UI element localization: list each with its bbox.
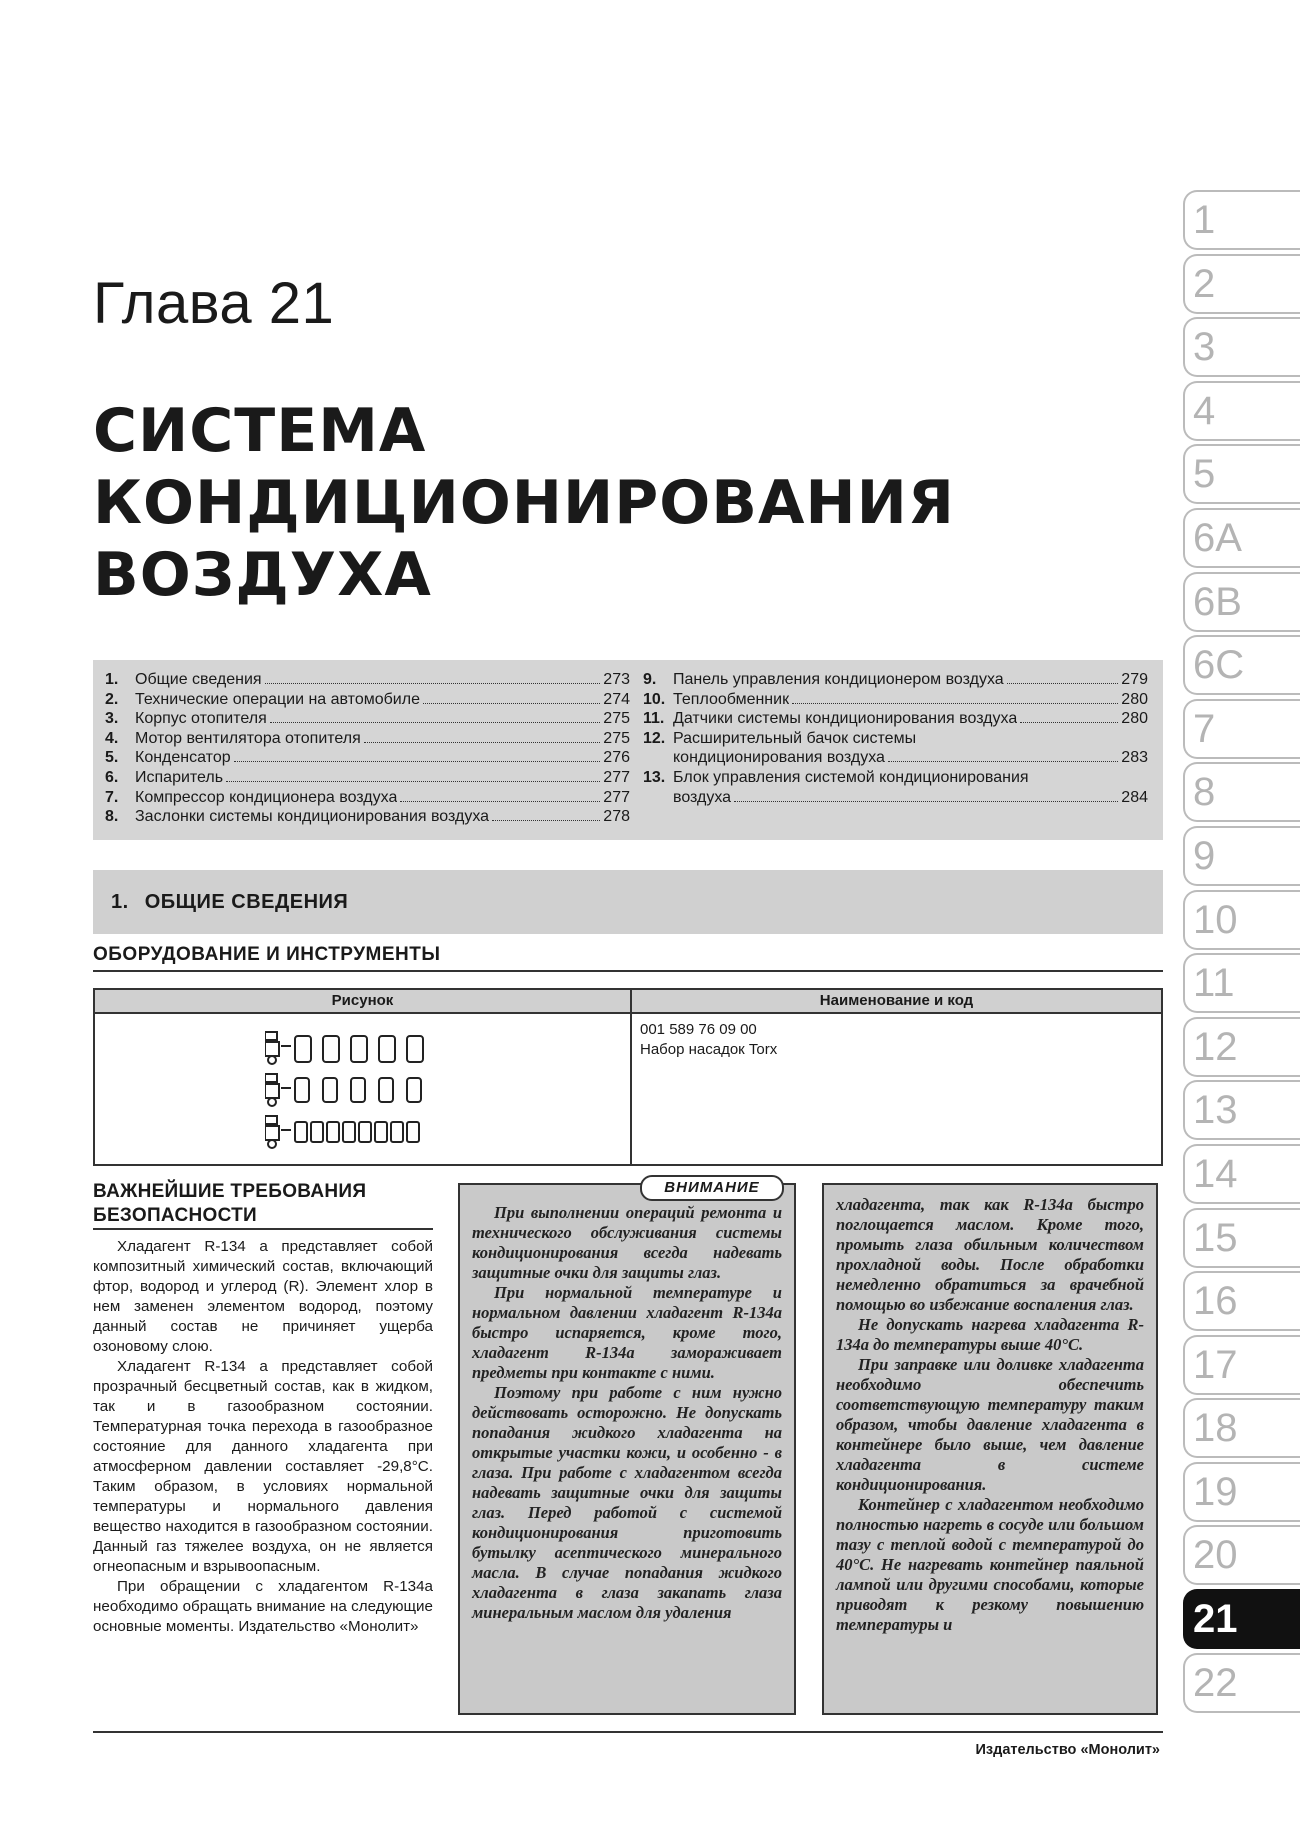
toc-item[interactable]: 3. Корпус отопителя 275 — [105, 710, 630, 728]
chapter-tab-13[interactable]: 13 — [1183, 1080, 1300, 1140]
chapter-tab-14[interactable]: 14 — [1183, 1144, 1300, 1204]
chapter-tab-15[interactable]: 15 — [1183, 1208, 1300, 1268]
toc-item[interactable]: 6. Испаритель 277 — [105, 768, 630, 786]
chapter-tab-12[interactable]: 12 — [1183, 1017, 1300, 1077]
table-of-contents — [93, 660, 1163, 840]
title-line-1: СИСТЕМА — [93, 396, 427, 466]
chapter-tab-17[interactable]: 17 — [1183, 1335, 1300, 1395]
chapter-tab-2[interactable]: 2 — [1183, 254, 1300, 314]
chapter-tab-7[interactable]: 7 — [1183, 699, 1300, 759]
toc-item[interactable]: 12. Расширительный бачок системы — [643, 729, 917, 747]
page-title — [93, 395, 955, 611]
title-line-3: ВОЗДУХА — [93, 540, 432, 610]
column-header-name: Наименование и код — [632, 990, 1161, 1014]
requirements-text — [93, 1237, 433, 1637]
warning-paragraph: При нормальной температуре и нормальном давлении хладагент R-134a быстро испаряется, кроме того, хладагент R-134a замораживает предметы при контакте с ними. — [472, 1283, 782, 1382]
chapter-tab-19[interactable]: 19 — [1183, 1462, 1300, 1522]
chapter-tab-8[interactable]: 8 — [1183, 762, 1300, 822]
toc-item[interactable]: 13. Блок управления системой кондиционирования — [643, 768, 1029, 786]
chapter-tab-3[interactable]: 3 — [1183, 317, 1300, 377]
paragraph: Хладагент R-134 а представляет собой прозрачный бесцветный состав, как в жидком, так и в газообразном состоянии. Температурная точка перехода в газообразное состояние для данного хладагента при атмосферном давлении составляет -29,8°С. Таким образом, в условиях нормальной температуры и нормального давления вещество находится в газообразном состоянии. Данный газ тяжелее воздуха, он не является огнеопасным и взрывоопасным. — [93, 1358, 433, 1575]
warning-paragraph: При выполнении операций ремонта и технического обслуживания системы кондиционирования всегда надевать защитные очки для защиты глаз. — [472, 1203, 782, 1282]
footer-rule — [93, 1731, 1163, 1733]
toc-item-continuation[interactable]: кондиционирования воздуха 283 — [673, 749, 1148, 767]
chapter-tab-1[interactable]: 1 — [1183, 190, 1300, 250]
tool-info — [640, 1020, 777, 1060]
paragraph: При обращении с хладагентом R-134a необходимо обращать внимание на следующие основные моменты. Издательство «Монолит» — [93, 1578, 433, 1635]
warning-paragraph: Контейнер с хладагентом необходимо полностью нагреть в сосуде или большом тазу с теплой водой с температурой до 40°С. Не нагревать контейнер паяльной лампой или другими способами, которые приводят к резкому повышению температуры и — [836, 1495, 1144, 1634]
section-title: ОБЩИЕ СВЕДЕНИЯ — [144, 890, 349, 913]
chapter-label: Глава 21 — [93, 271, 335, 336]
chapter-tabs — [1183, 190, 1300, 1716]
toc-item[interactable]: 1. Общие сведения 273 — [105, 671, 630, 688]
toc-item[interactable]: 11. Датчики системы кондиционирования воздуха 280 — [643, 710, 1148, 728]
warning-paragraph: Поэтому при работе с ним нужно действовать осторожно. Не допускать попадания жидкого хладагента на открытые участки кожи, и особенно - в глаза. При работе с хладагентом всегда надевать защитные очки для защиты глаз. Перед работой с системой кондиционирования приготовить бутылку асептического минерального масла. В случае попадания жидкого хладагента в глаза закапать глаза минеральным маслом для удаления — [472, 1383, 782, 1622]
chapter-tab-5[interactable]: 5 — [1183, 444, 1300, 504]
chapter-tab-16[interactable]: 16 — [1183, 1271, 1300, 1331]
toc-item-continuation[interactable]: воздуха 284 — [673, 788, 1148, 806]
chapter-tab-6c[interactable]: 6C — [1183, 635, 1300, 695]
footer-publisher: Издательство «Монолит» — [975, 1742, 1160, 1758]
warning-box-continued — [822, 1183, 1158, 1715]
chapter-tab-9[interactable]: 9 — [1183, 826, 1300, 886]
requirements-title: ВАЖНЕЙШИЕ ТРЕБОВАНИЯ БЕЗОПАСНОСТИ — [93, 1180, 433, 1230]
toc-item[interactable]: 2. Технические операции на автомобиле 274 — [105, 690, 630, 708]
toc-item[interactable]: 9. Панель управления кондиционером воздуха 279 — [643, 671, 1148, 688]
chapter-tab-4[interactable]: 4 — [1183, 381, 1300, 441]
warning-label: ВНИМАНИЕ — [640, 1175, 784, 1201]
toc-item[interactable]: 4. Мотор вентилятора отопителя 275 — [105, 729, 630, 747]
warning-paragraph: Не допускать нагрева хладагента R-134a до температуры выше 40°С. — [836, 1315, 1144, 1354]
warning-paragraph: При заправке или доливке хладагента необходимо обеспечить соответствующую температуру таким образом, чтобы давление хладагента в контейнере было выше, чем давление хладагента в системе кондиционирования. — [836, 1355, 1144, 1494]
tool-name: Набор насадок Torx — [640, 1041, 778, 1058]
toc-right-column — [643, 670, 1148, 807]
toc-left-column — [105, 670, 630, 827]
chapter-tab-20[interactable]: 20 — [1183, 1525, 1300, 1585]
chapter-tab-6a[interactable]: 6A — [1183, 508, 1300, 568]
paragraph: Хладагент R-134 а представляет собой композитный химический состав, включающий фтор, водород и углерод (R). Элемент хлор в нем заменен элементом водород, поэтому данный состав не причиняет ущерба озоновому слою. — [93, 1238, 433, 1355]
chapter-tab-18[interactable]: 18 — [1183, 1398, 1300, 1458]
column-divider — [630, 990, 632, 1164]
warning-paragraph: хладагента, так как R-134a быстро поглощается маслом. Кроме того, промыть глаза обильным количеством прохладной воды. После обработки немедленно обратиться за врачебной помощью во избежание воспаления глаз. — [836, 1195, 1144, 1314]
equipment-heading: ОБОРУДОВАНИЕ И ИНСТРУМЕНТЫ — [93, 944, 1163, 972]
toc-item[interactable]: 5. Конденсатор 276 — [105, 749, 630, 767]
warning-box — [458, 1183, 796, 1715]
torx-bits-illustration — [265, 1030, 465, 1161]
equipment-table — [93, 988, 1163, 1166]
chapter-tab-10[interactable]: 10 — [1183, 890, 1300, 950]
chapter-tab-22[interactable]: 22 — [1183, 1653, 1300, 1713]
section-number: 1. — [111, 890, 129, 913]
title-line-2: КОНДИЦИОНИРОВАНИЯ — [93, 468, 956, 538]
toc-item[interactable]: 8. Заслонки системы кондиционирования воздуха 278 — [105, 808, 630, 826]
column-header-picture: Рисунок — [95, 990, 632, 1014]
chapter-tab-21[interactable]: 21 — [1183, 1589, 1300, 1649]
chapter-tab-11[interactable]: 11 — [1183, 953, 1300, 1013]
toc-item[interactable]: 10. Теплообменник 280 — [643, 690, 1148, 708]
tool-code: 001 589 76 09 00 — [640, 1021, 757, 1038]
toc-item[interactable]: 7. Компрессор кондиционера воздуха 277 — [105, 788, 630, 806]
chapter-tab-6b[interactable]: 6B — [1183, 572, 1300, 632]
section-header — [93, 870, 1163, 934]
